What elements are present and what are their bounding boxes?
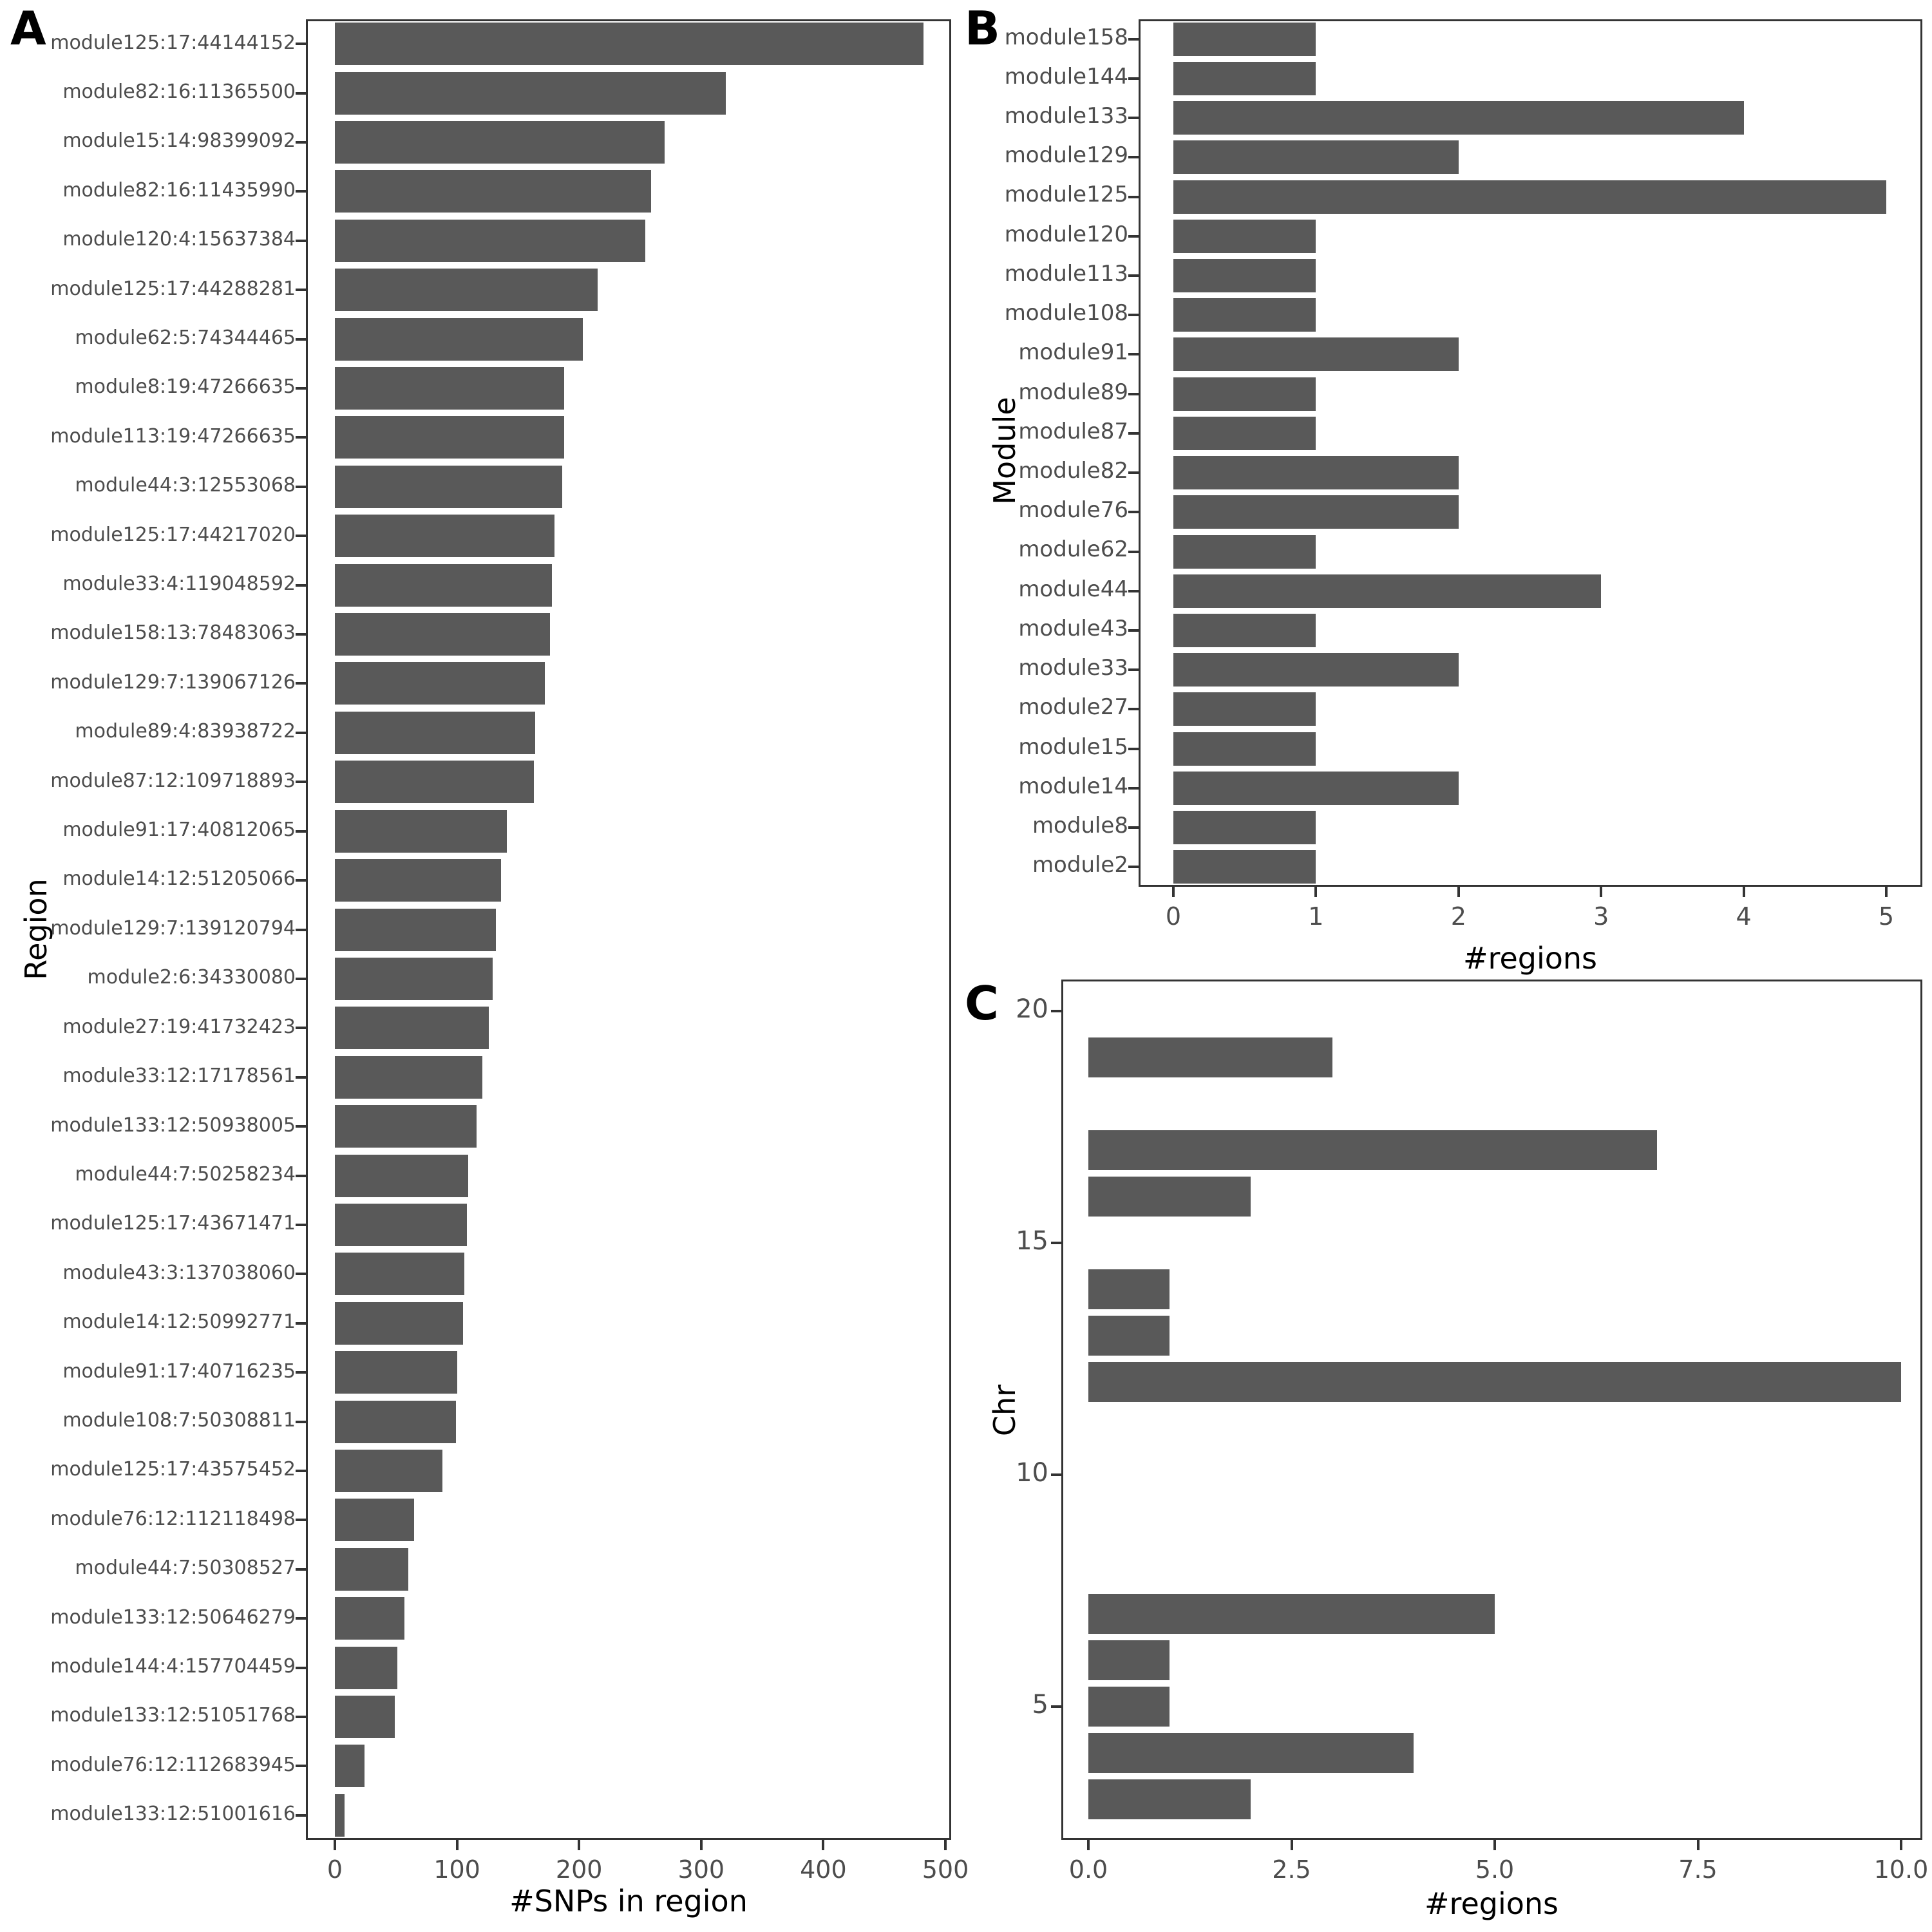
panel-a-x-tick-label: 500 <box>922 1855 969 1884</box>
panel-a-y-tick-label: module82:16:11435990 <box>62 178 296 202</box>
panel-c-x-axis-title: #regions <box>1425 1886 1558 1921</box>
panel-b-y-tick-label: module43 <box>1018 615 1128 641</box>
panel-b-x-tick-label: 0 <box>1165 902 1182 931</box>
panel-b-y-tick-label: module87 <box>1018 418 1128 444</box>
panel-c-x-tick-label: 10.0 <box>1873 1855 1929 1884</box>
panel-a-y-tick-label: module129:7:139067126 <box>50 670 296 694</box>
panel-c-y-tick-mark <box>1051 1705 1061 1708</box>
panel-c-x-tick-label: 7.5 <box>1678 1855 1718 1884</box>
panel-c-bar <box>1088 1316 1170 1356</box>
panel-b-y-tick-label: module76 <box>1018 497 1128 524</box>
panel-a-x-tick-label: 0 <box>327 1855 343 1884</box>
panel-c-x-tick-label: 5.0 <box>1475 1855 1515 1884</box>
panel-a-y-tick-label: module133:12:50646279 <box>50 1605 296 1629</box>
panel-a-y-tick-label: module91:17:40812065 <box>62 819 296 842</box>
panel-a-y-tick-label: module76:12:112683945 <box>50 1753 296 1776</box>
panel-c-bar <box>1088 1779 1251 1819</box>
panel-c-bar <box>1088 1177 1251 1217</box>
panel-a-y-tick-label: module15:14:98399092 <box>62 129 296 153</box>
panel-a-y-tick-label: module120:4:15637384 <box>62 228 296 251</box>
panel-a-y-axis-title: Region <box>19 878 53 980</box>
panel-a-y-tick-label: module44:3:12553068 <box>75 474 296 497</box>
panel-a-y-tick-label: module89:4:83938722 <box>75 720 296 743</box>
panel-a-y-tick-label: module113:19:47266635 <box>50 424 296 448</box>
panel-b-x-tick-label: 1 <box>1308 902 1324 931</box>
panel-b-y-tick-label: module15 <box>1018 734 1128 760</box>
panel-b-y-tick-label: module2 <box>1032 852 1128 878</box>
panel-a-y-tick-label: module87:12:109718893 <box>50 769 296 792</box>
panel-a-x-tick-label: 200 <box>555 1855 603 1884</box>
panel-b-y-tick-label: module8 <box>1032 813 1128 839</box>
panel-a-x-axis-title: #SNPs in region <box>509 1884 748 1918</box>
panel-c-bar <box>1088 1037 1332 1077</box>
panel-c-bar <box>1088 1130 1657 1170</box>
panel-a-y-tick-label: module125:17:44288281 <box>50 277 296 300</box>
panel-a-y-tick-label: module125:17:43575452 <box>50 1458 296 1481</box>
panel-c-bar <box>1088 1687 1170 1727</box>
panel-b-x-tick-label: 2 <box>1450 902 1466 931</box>
panel-a-y-tick-label: module14:12:51205066 <box>62 867 296 891</box>
panel-b-x-tick-label: 5 <box>1878 902 1895 931</box>
panel-a-y-tick-label: module129:7:139120794 <box>50 916 296 940</box>
panel-b-y-tick-label: module14 <box>1018 773 1128 799</box>
panel-c-y-axis-title: Chr <box>987 1384 1022 1437</box>
panel-a-y-tick-label: module108:7:50308811 <box>62 1408 296 1432</box>
panel-a-y-tick-label: module133:12:51051768 <box>50 1704 296 1727</box>
panel-c-bar <box>1088 1269 1170 1309</box>
panel-a-y-tick-label: module144:4:157704459 <box>50 1654 296 1678</box>
panel-a-y-tick-label: module76:12:112118498 <box>50 1507 296 1530</box>
panel-b-y-tick-label: module33 <box>1018 655 1128 681</box>
panel-a-y-tick-label: module91:17:40716235 <box>62 1359 296 1383</box>
panel-a-x-tick-label: 100 <box>433 1855 480 1884</box>
panel-b-y-tick-label: module91 <box>1018 339 1128 366</box>
panel-a-y-tick-label: module62:5:74344465 <box>75 327 296 350</box>
panel-a-y-tick-label: module33:12:17178561 <box>62 1065 296 1088</box>
panel-b-y-tick-label: module82 <box>1018 458 1128 484</box>
panel-b-x-tick-label: 3 <box>1593 902 1609 931</box>
panel-b-y-tick-label: module158 <box>1004 24 1128 50</box>
panel-b-y-tick-label: module133 <box>1004 102 1128 129</box>
panel-a-y-tick-label: module44:7:50308527 <box>75 1557 296 1580</box>
panel-b-x-axis-title: #regions <box>1463 941 1597 976</box>
panel-a-y-tick-label: module27:19:41732423 <box>62 1015 296 1038</box>
panel-b-y-tick-label: module44 <box>1018 576 1128 602</box>
panel-c-bar <box>1088 1733 1414 1773</box>
panel-a-y-tick-label: module44:7:50258234 <box>75 1162 296 1186</box>
panel-a-y-tick-label: module33:4:119048592 <box>62 573 296 596</box>
panel-a-y-tick-label: module125:17:44144152 <box>50 31 296 54</box>
panel-c-bar <box>1088 1362 1901 1402</box>
panel-c-y-tick-label: 10 <box>1016 1458 1048 1488</box>
panel-a-y-tick-label: module43:3:137038060 <box>62 1261 296 1284</box>
panel-b-y-tick-label: module129 <box>1004 142 1128 169</box>
panel-b-letter: B <box>965 1 1000 55</box>
panel-c-y-tick-mark <box>1051 1010 1061 1012</box>
panel-c-x-tick-mark <box>1291 1840 1293 1850</box>
panel-c-x-tick-mark <box>1900 1840 1902 1850</box>
panel-b-y-tick-label: module144 <box>1004 63 1128 90</box>
panel-c-letter: C <box>965 976 999 1030</box>
panel-b-y-tick-label: module89 <box>1018 379 1128 405</box>
panel-a-letter: A <box>10 1 46 55</box>
panel-c-x-tick-label: 0.0 <box>1068 1855 1108 1884</box>
panel-c-y-tick-label: 5 <box>1032 1690 1048 1720</box>
panel-b-y-tick-label: module120 <box>1004 221 1128 247</box>
panel-c-x-tick-mark <box>1493 1840 1496 1850</box>
panel-c-y-tick-label: 15 <box>1016 1226 1048 1256</box>
panel-b-y-tick-label: module108 <box>1004 300 1128 327</box>
panel-b-y-axis-title: Module <box>987 397 1022 505</box>
panel-c-y-tick-label: 20 <box>1016 994 1048 1025</box>
panel-a-y-tick-label: module125:17:43671471 <box>50 1212 296 1235</box>
panel-a-x-tick-label: 400 <box>800 1855 847 1884</box>
panel-c-x-tick-label: 2.5 <box>1272 1855 1311 1884</box>
panel-b-y-tick-label: module27 <box>1018 694 1128 721</box>
panel-b-y-tick-label: module125 <box>1004 182 1128 208</box>
panel-c-y-tick-mark <box>1051 1473 1061 1476</box>
panel-a-y-tick-label: module158:13:78483063 <box>50 621 296 645</box>
panel-a-y-tick-label: module14:12:50992771 <box>62 1311 296 1334</box>
panel-a-x-tick-label: 300 <box>677 1855 725 1884</box>
panel-c-bar <box>1088 1594 1495 1634</box>
panel-c-y-tick-mark <box>1051 1242 1061 1244</box>
panel-a-y-tick-label: module133:12:51001616 <box>50 1803 296 1826</box>
panel-a-y-tick-label: module125:17:44217020 <box>50 523 296 546</box>
panel-b-y-tick-label: module62 <box>1018 536 1128 563</box>
panel-c-x-tick-mark <box>1697 1840 1700 1850</box>
panel-c-x-tick-mark <box>1087 1840 1090 1850</box>
panel-a-y-tick-label: module82:16:11365500 <box>62 80 296 103</box>
panel-a-y-tick-label: module133:12:50938005 <box>50 1113 296 1137</box>
panel-a-y-tick-label: module8:19:47266635 <box>75 375 296 399</box>
panel-b-y-tick-label: module113 <box>1004 260 1128 287</box>
panel-a-y-tick-label: module2:6:34330080 <box>87 966 296 989</box>
panel-c-bar <box>1088 1640 1170 1680</box>
panel-b-x-tick-label: 4 <box>1736 902 1752 931</box>
